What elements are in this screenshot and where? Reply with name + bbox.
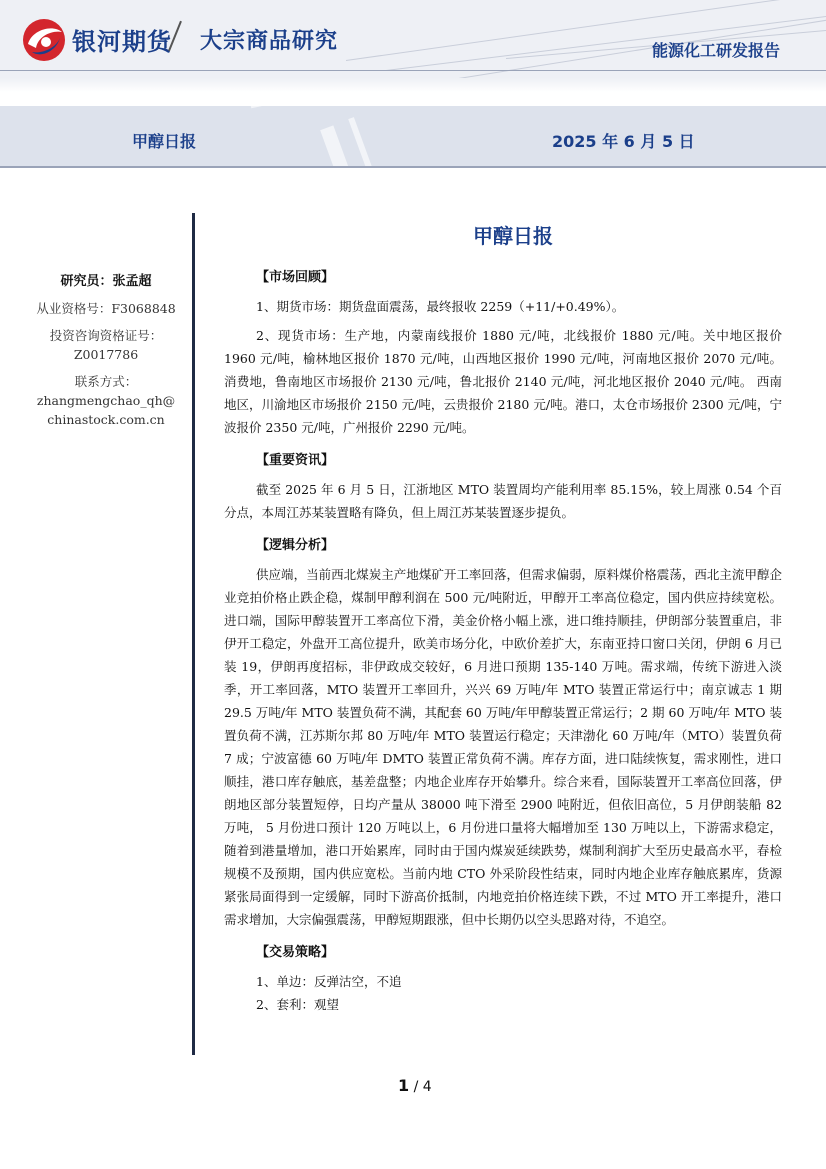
galaxy-futures-logo-icon xyxy=(22,18,66,62)
page-total: 4 xyxy=(422,1079,432,1095)
report-type: 能源化工研发报告 xyxy=(651,41,780,60)
brand-subtitle: 大宗商品研究 xyxy=(200,29,339,54)
title-band-rule xyxy=(0,166,826,168)
header-rule xyxy=(0,70,826,71)
contact-email-line-1: zhangmengchao_qh@ xyxy=(36,393,176,408)
consult-license-label: 投资咨询资格证号： xyxy=(49,328,163,343)
paragraph-spot-market: 2、现货市场：生产地，内蒙南线报价 1880 元/吨，北线报价 1880 元/吨。关中地区报价 1960 元/吨，榆林地区报价 1870 元/吨，山西地区报价 1990 元/吨，河南地区报价 2070 元/吨。消费地，鲁南地区市场报价 2130 元/吨，鲁北报价 2140 元/吨，河北地区报价 2040 元/吨。 西南地区，川渝地区市场报价 2150 元/吨，云贵报价 2180 元/吨。港口，太仓市场报价 2300 元/吨，宁波报价 2350 元/吨，广州报价 2290 元/吨。 xyxy=(224,328,782,435)
brand-name: 银河期货 xyxy=(72,28,172,56)
strategy-item: 2、套利：观望 xyxy=(256,997,339,1012)
paragraph-logic: 供应端，当前西北煤炭主产地煤矿开工率回落，但需求偏弱，原料煤价格震荡，西北主流甲醇企业竞拍价格止跌企稳，煤制甲醇利润在 500 元/吨附近，甲醇开工率高位稳定，国内供应持续宽松。进口端，国际甲醇装置开工率高位下滑，美金价格小幅上涨，进口维持顺挂，伊朗部分装置重启，非伊开工稳定，外盘开工高位提升，欧美市场分化，中欧价差扩大，东南亚持口窗口关闭，伊朗 6 月已装 19，伊朗再度招标，非伊政成交较好，6 月进口预期 135-140 万吨。需求端，传统下游进入淡季，开工率回落，MTO 装置开工率回升，兴兴 69 万吨/年 MTO 装置正常运行中；南京诚志 1 期 29.5 万吨/年 MTO 装置负荷不满，其配套 60 万吨/年甲醇装置正常运行；2 期 60 万吨/年 MTO 装置负荷不满，江苏斯尔邦 80 万吨/年 MTO 装置运行稳定；天津渤化 60 万吨/年（MTO）装置负荷 7 成；宁波富德 60 万吨/年 DMTO 装置正常负荷不满。库存方面，进口陆续恢复，需求刚性，进口顺挂，港口库存触底，基差盘整；内地企业库存开始攀升。综合来看，国际装置开工率高位回落，伊朗地区部分装置短停，日均产量从 38000 吨下滑至 2900 吨附近，但依旧高位，5 月伊朗装船 82 万吨， 5 月份进口预计 120 万吨以上，6 月份进口量将大幅增加至 130 万吨以上，下游需求稳定，随着到港量增加，港口开始累库，同时由于国内煤炭延续跌势，煤制利润扩大至历史最高水平，春检规模不及预期，国内供应宽松。当前内地 CTO 外采阶段性结束，同时内地企业库存触底累库，货源紧张局面得到一定缓解，同时下游高价抵制，内地竞拍价格连续下跌，不过 MTO 开工率提升，港口需求增加，大宗偏强震荡，甲醇短期跟涨，但中长期仍以空头思路对待，不追空。 xyxy=(224,567,782,927)
sidebar-divider xyxy=(192,213,195,1055)
paragraph-news: 截至 2025 年 6 月 5 日，江浙地区 MTO 装置周均产能利用率 85.15%，较上周涨 0.54 个百分点，本周江苏某装置略有降负，但上周江苏某装置逐步提负。 xyxy=(224,482,782,520)
section-heading-strategy: 【交易策略】 xyxy=(256,945,335,960)
report-body xyxy=(224,220,782,1016)
report-date: 2025 年 6 月 5 日 xyxy=(552,132,695,151)
consult-license-number: Z0017786 xyxy=(73,347,139,362)
section-heading-news: 【重要资讯】 xyxy=(256,453,335,468)
paragraph-futures-market: 1、期货市场：期货盘面震荡，最终报收 2259（+11/+0.49%）。 xyxy=(256,299,625,314)
section-heading-logic: 【逻辑分析】 xyxy=(256,538,335,553)
page-current: 1 xyxy=(398,1076,410,1095)
page-separator: / xyxy=(409,1079,423,1095)
contact-label: 联系方式： xyxy=(74,374,138,389)
page-number xyxy=(398,1076,432,1095)
license-number: 从业资格号：F3068848 xyxy=(36,301,176,316)
report-title: 甲醇日报 xyxy=(473,224,553,248)
researcher-name: 研究员：张孟超 xyxy=(60,274,152,289)
band-title: 甲醇日报 xyxy=(132,132,197,151)
contact-email-line-2: chinastock.com.cn xyxy=(47,412,165,427)
author-sidebar xyxy=(20,272,192,429)
strategy-item: 1、单边：反弹沽空，不追 xyxy=(256,974,402,989)
section-heading-market-review: 【市场回顾】 xyxy=(256,270,335,285)
title-band xyxy=(0,106,826,168)
